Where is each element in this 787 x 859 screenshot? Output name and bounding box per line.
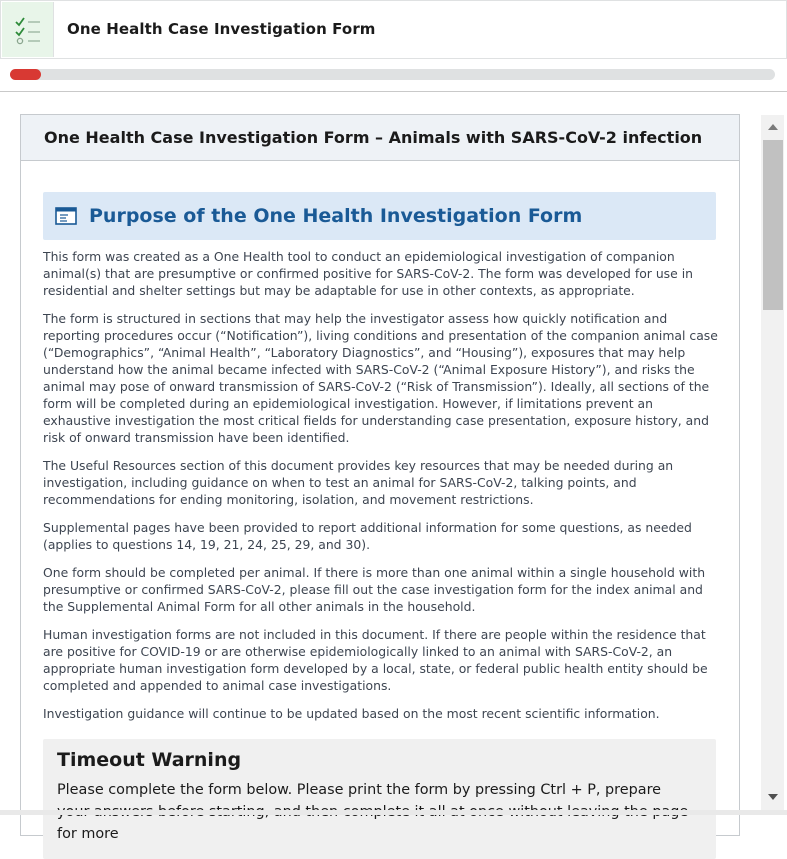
vertical-scrollbar[interactable] (761, 115, 784, 810)
card-header-title: One Health Case Investigation Form – Animals with SARS-CoV-2 infection (44, 128, 703, 147)
form-icon (55, 207, 77, 225)
app-title: One Health Case Investigation Form (67, 20, 376, 38)
checklist-icon (2, 2, 54, 57)
timeout-text: Please complete the form below. Please print the form by pressing Ctrl + P, prepare for more (57, 782, 662, 842)
scroll-up-arrow-icon[interactable] (761, 117, 784, 137)
purpose-paragraph: Supplemental pages have been provided to report additional information for some questions, as needed (applies to questions 14, 19, 21, 24, 25, 29, and 30). (43, 520, 692, 552)
progress-fill (10, 69, 41, 80)
purpose-banner (43, 192, 716, 240)
top-bar (0, 0, 787, 59)
purpose-paragraphs (43, 248, 718, 733)
purpose-paragraph: One form should be completed per animal. If there is more than one animal within a single household with presumptive or confirmed SARS-CoV-2, please fill out the case investigation form for the index animal and the Supplemental Animal Form for all other animals in the household. (43, 565, 706, 614)
purpose-paragraph: Investigation guidance will continue to be updated based on the most recent scientific information. (43, 706, 660, 721)
progress-bar (10, 69, 775, 80)
purpose-title: Purpose of the One Health Investigation Form (89, 205, 583, 227)
card-header (21, 115, 739, 161)
timeout-warning (43, 739, 716, 859)
scrollbar-thumb[interactable] (763, 140, 783, 310)
purpose-paragraph: The Useful Resources section of this document provides key resources that may be needed during an investigation, including guidance on when to test an animal for SARS-CoV-2, talking points, and recommendations for ending monitoring, isolation, and movement restrictions. (43, 458, 674, 507)
purpose-paragraph: Human investigation forms are not included in this document. If there are people within the residence that are positive for COVID-19 or are otherwise epidemiologically linked to an animal with SARS-CoV-2, an appropriate human investigation form developed by a local, state, or federal public health entity should be completed and appended to animal case investigations. (43, 627, 708, 693)
purpose-paragraph: This form was created as a One Health tool to conduct an epidemiological investigation of companion animal(s) that are presumptive or confirmed positive for SARS-CoV-2. The form was developed for use in residential and shelter settings but may be adaptable for use in other contexts, as appropriate. (43, 249, 693, 298)
bottom-edge (0, 810, 787, 815)
form-card (20, 114, 740, 842)
scroll-down-arrow-icon[interactable] (761, 787, 784, 807)
content-area[interactable] (0, 92, 760, 842)
timeout-title: Timeout Warning (57, 749, 242, 771)
purpose-paragraph: The form is structured in sections that may help the investigator assess how quickly notification and reporting procedures occur (“Notification”), living conditions and presentation of the companion animal case (“Demographics”, “Animal Health”, “Laboratory Diagnostics”, and “Housing”), exposures that may help understand how the animal became infected with SARS-CoV-2 (“Animal Exposure History”), and risks the animal may pose of onward transmission of SARS-CoV-2 (“Risk of Transmission”). Ideally, all sections of the form will be completed during an epidemiological investigation. However, if limitations prevent an exhaustive investigation the most critical fields for understanding case presentation, exposure history, and risk of onward transmission have been identified. (43, 311, 718, 445)
